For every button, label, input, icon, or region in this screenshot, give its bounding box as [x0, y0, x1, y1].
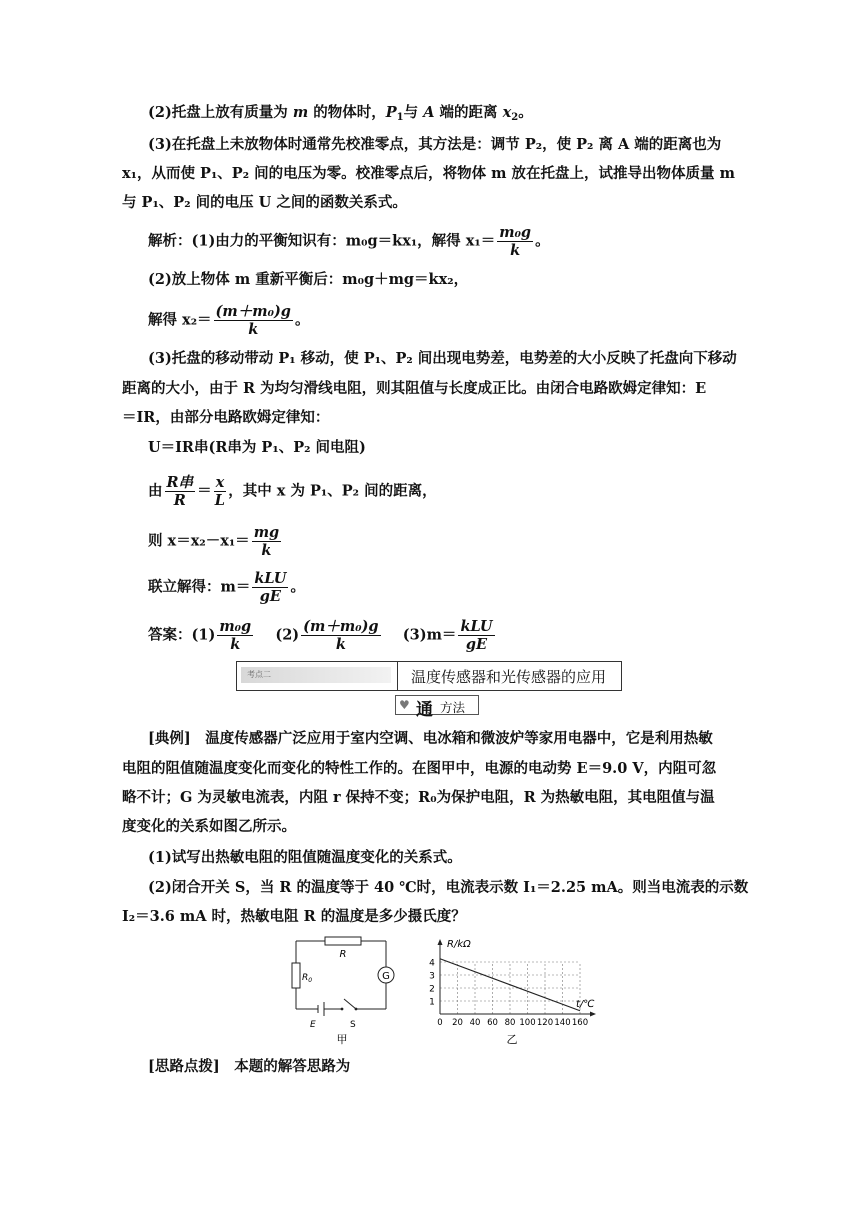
fraction: $\frac{\text{kLU}}{gE}$ — [254, 570, 287, 605]
y-tick-label: 3 — [429, 971, 435, 982]
example-line-2: 电阻的阻值随温度变化而变化的特性工作的。在图甲中，电源的电动势 E＝9.0 V，内阻可忽 — [122, 760, 717, 777]
x-tick-label: 60 — [487, 1018, 498, 1028]
fraction: $\frac{x}{L}$ — [214, 474, 225, 509]
question-2: (2)托盘上放有质量为 m 的物体时，$P_1$与 A 端的距离 $x_2$。 — [148, 104, 533, 123]
solution-step-6: 则 x＝x₂－x₁＝ $\frac{mg}{k}$ — [148, 524, 280, 559]
caption-jia: 甲 — [336, 1033, 348, 1046]
x-tick-label: 120 — [536, 1018, 554, 1028]
resistor-r — [325, 937, 361, 945]
solution-step-3-line-1: (3)托盘的移动带动 P₁ 移动，使 P₁、P₂ 间出现电势差，电势差的大小反映了托盘向下移动 — [148, 350, 737, 367]
label-r0: $R_0$ — [302, 973, 313, 984]
y-axis-arrow — [438, 939, 443, 945]
section-title: 温度传感器和光传感器的应用 — [411, 668, 607, 686]
example-line-4: 度变化的关系如图乙所示。 — [122, 818, 296, 835]
circuit-diagram — [280, 933, 410, 1048]
x-tick-label: 20 — [452, 1018, 463, 1028]
question-3-line-2: x₁，从而使 P₁、P₂ 间的电压为零。校准零点后，将物体 m 放在托盘上，试推导出物体质量 m — [122, 165, 735, 182]
solution-step-1: 解析：(1)由力的平衡知识有：m₀g＝kx₁，解得 x₁＝ $\frac{\text{m₀g}}{k}$ 。 — [148, 224, 550, 259]
example-line-1: [典例] 温度传感器广泛应用于室内空调、电冰箱和微波炉等家用电器中，它是利用热敏 — [148, 730, 713, 747]
x-tick-label: 100 — [519, 1018, 536, 1028]
y-axis-label: R/kΩ — [447, 939, 471, 950]
divider — [397, 662, 398, 690]
label-r: R — [339, 949, 347, 960]
question-3-line-1: (3)在托盘上未放物体时通常先校准零点，其方法是：调节 P₂，使 P₂ 离 A 端的距离也为 — [148, 136, 722, 153]
solution-step-5: 由 $\frac{\text{R串}}{R}$ ＝ $\frac{x}{L}$ ，其中 x 为 P₁、P₂ 间的距离， — [148, 474, 437, 509]
example-question-1: (1)试写出热敏电阻的阻值随温度变化的关系式。 — [148, 849, 462, 866]
label-g: G — [382, 971, 390, 982]
fraction: $\frac{\text{m₀g}}{k}$ — [219, 618, 252, 653]
section-header — [236, 661, 622, 691]
caption-yi: 乙 — [506, 1033, 518, 1046]
y-tick-label: 2 — [429, 984, 435, 995]
question-3-line-3: 与 P₁、P₂ 间的电压 U 之间的函数关系式。 — [122, 194, 407, 211]
thinking-prompt: [思路点拨] 本题的解答思路为 — [148, 1058, 351, 1075]
solution-step-2: (2)放上物体 m 重新平衡后：m₀g＋mg＝kx₂， — [148, 271, 469, 288]
fraction: $\frac{\text{(m＋m₀)g}}{k}$ — [215, 303, 291, 338]
section-tag: 考点二 — [241, 667, 391, 683]
resistor-r0 — [292, 963, 300, 988]
label-s: S — [350, 1020, 356, 1030]
resistance-temperature-graph — [420, 933, 610, 1048]
x-tick-label: 140 — [554, 1018, 571, 1028]
example-line-3: 略不计；G 为灵敏电流表，内阻 r 保持不变；R₀为保护电阻，R 为热敏电阻，其电阻值与温 — [122, 789, 715, 806]
switch-blade — [344, 999, 356, 1009]
x-axis-label: t/℃ — [576, 999, 595, 1010]
x-tick-label: 160 — [571, 1018, 589, 1028]
label-e: E — [310, 1020, 316, 1030]
y-tick-label: 1 — [429, 997, 435, 1008]
solution-step-2b: 解得 x₂＝ $\frac{\text{(m＋m₀)g}}{k}$ 。 — [148, 303, 310, 338]
fraction: $\frac{\text{R串}}{R}$ — [166, 474, 194, 509]
x-axis-arrow — [590, 1012, 596, 1017]
solution-step-7: 联立解得：m＝ $\frac{\text{kLU}}{gE}$ 。 — [148, 570, 305, 605]
solution-step-4: U＝IR串(R串为 P₁、P₂ 间电阻) — [148, 439, 366, 456]
answer-line: 答案：(1) $\frac{\text{m₀g}}{k}$ (2) $\frac{\text{(m＋m₀)g}}{k}$ (3)m＝ $\frac{\text{kLU}}{gE}$ — [148, 618, 493, 653]
example-question-2-line-1: (2)闭合开关 S，当 R 的温度等于 40 ℃时，电流表示数 I₁＝2.25 mA。则当电流表的示数 — [148, 879, 749, 896]
x-tick-label: 40 — [469, 1018, 481, 1028]
resistance-line — [440, 959, 580, 1011]
example-question-2-line-2: I₂＝3.6 mA 时，热敏电阻 R 的温度是多少摄氏度？ — [122, 908, 466, 925]
fraction: $\frac{\text{m₀g}}{k}$ — [499, 224, 532, 259]
solution-step-3-line-3: ＝IR，由部分电路欧姆定律知： — [122, 409, 330, 426]
y-tick-label: 4 — [429, 958, 435, 969]
method-badge: ♥ 通 方法 — [395, 695, 479, 715]
solution-step-3-line-2: 距离的大小，由于 R 为均匀滑线电阻，则其阻值与长度成正比。由闭合电路欧姆定律知：E — [122, 380, 707, 397]
fraction: $\frac{\text{kLU}}{gE}$ — [460, 618, 493, 653]
x-tick-label: 0 — [437, 1018, 443, 1028]
fraction: $\frac{\text{(m＋m₀)g}}{k}$ — [303, 618, 379, 653]
heart-icon: ♥ — [399, 698, 410, 712]
fraction: $\frac{mg}{k}$ — [253, 524, 280, 559]
x-tick-label: 80 — [504, 1018, 516, 1028]
